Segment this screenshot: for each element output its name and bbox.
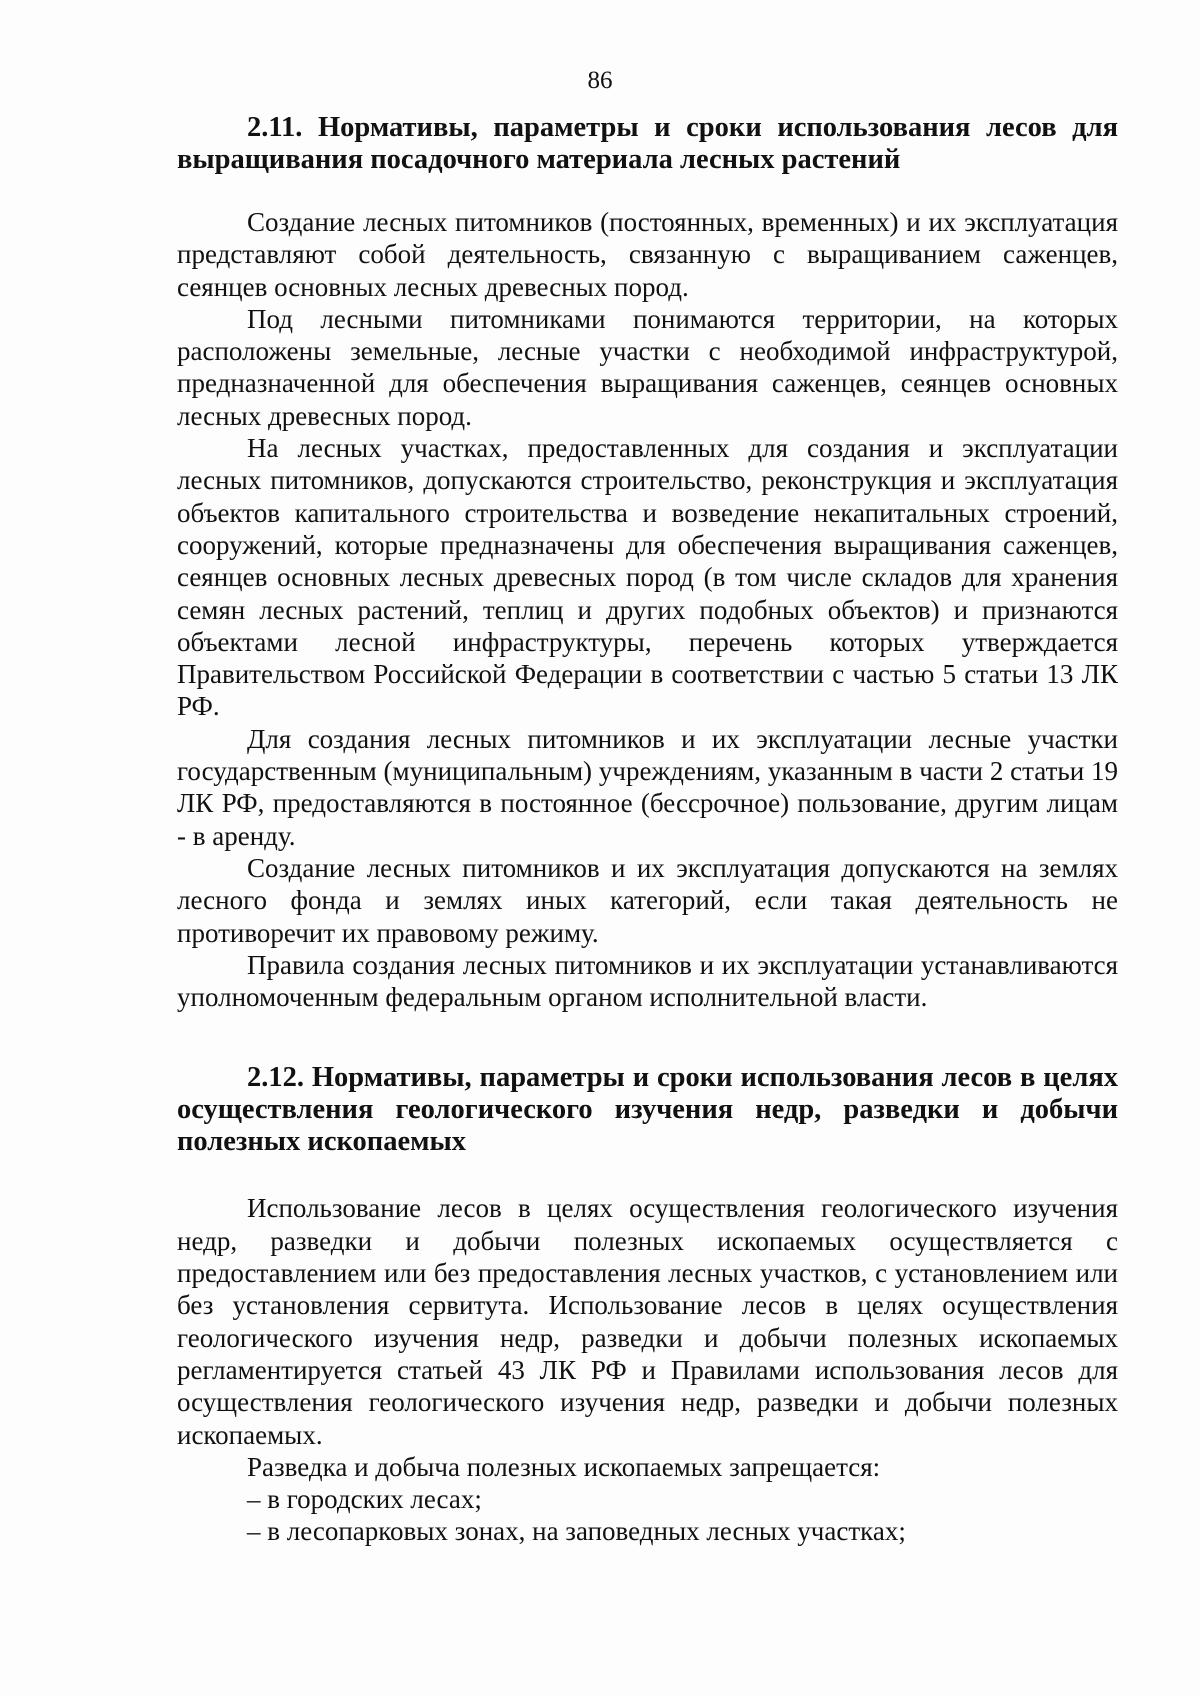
paragraph: Разведка и добыча полезных ископаемых запрещается: [247,1451,881,1482]
paragraph: Для создания лесных питомников и их эксплуатации лесные участки государственным (муниципальным) учреждениям, указанным в части 2 статьи 19 ЛК РФ, предоставляются в постоянное (бессрочное) пользование, другим лицам - в аренду. [177,723,1118,851]
paragraph: Под лесными питомниками понимаются территории, на которых расположены земельные, лесные участки с необходимой инфраструктурой, предназначенной для обеспечения выращивания саженцев, сеянцев основных лесных древесных пород. [177,303,1118,431]
paragraph: Использование лесов в целях осуществления геологического изучения недр, разведки и добычи полезных ископаемых осуществляется с предоставлением или без предоставления лесных участков, с установлением или без установления сервитута. Использование лесов в целях осуществления геологического изучения недр, разведки и добычи полезных ископаемых регламентируется статьей 43 ЛК РФ и Правилами использования лесов для осуществления геологического изучения недр, разведки и добычи полезных ископаемых. [177,1193,1118,1450]
section-heading-2-12: 2.12. Нормативы, параметры и сроки использования лесов в целях осуществления геологического изучения недр, разведки и добычи полезных ископаемых [177,1062,1118,1158]
list-item: – в лесопарковых зонах, на заповедных лесных участках; [247,1516,906,1547]
page-number: 86 [587,67,613,94]
paragraph: Создание лесных питомников (постоянных, временных) и их эксплуатация представляют собой деятельность, связанную с выращиванием саженцев, сеянцев основных лесных древесных пород. [177,207,1118,302]
section-heading-2-11: 2.11. Нормативы, параметры и сроки использования лесов для выращивания посадочного материала лесных растений [177,112,1118,175]
paragraph: Создание лесных питомников и их эксплуатация допускаются на землях лесного фонда и землях иных категорий, если такая деятельность не противоречит их правовому режиму. [177,852,1118,948]
paragraph: Правила создания лесных питомников и их эксплуатации устанавливаются уполномоченным федеральным органом исполнительной власти. [177,949,1118,1013]
list-item: – в городских лесах; [247,1484,482,1515]
paragraph: На лесных участках, предоставленных для создания и эксплуатации лесных питомников, допускаются строительство, реконструкция и эксплуатация объектов капитального строительства и возведение некапитальных строений, сооружений, которые предназначены для обеспечения выращивания саженцев, сеянцев основных лесных древесных пород (в том числе складов для хранения семян лесных растений, теплиц и других подобных объектов) и признаются объектами лесной инфраструктуры, перечень которых утверждается Правительством Российской Федерации в соответствии с частью 5 статьи 13 ЛК РФ. [177,433,1118,722]
page-content [177,112,1118,1548]
